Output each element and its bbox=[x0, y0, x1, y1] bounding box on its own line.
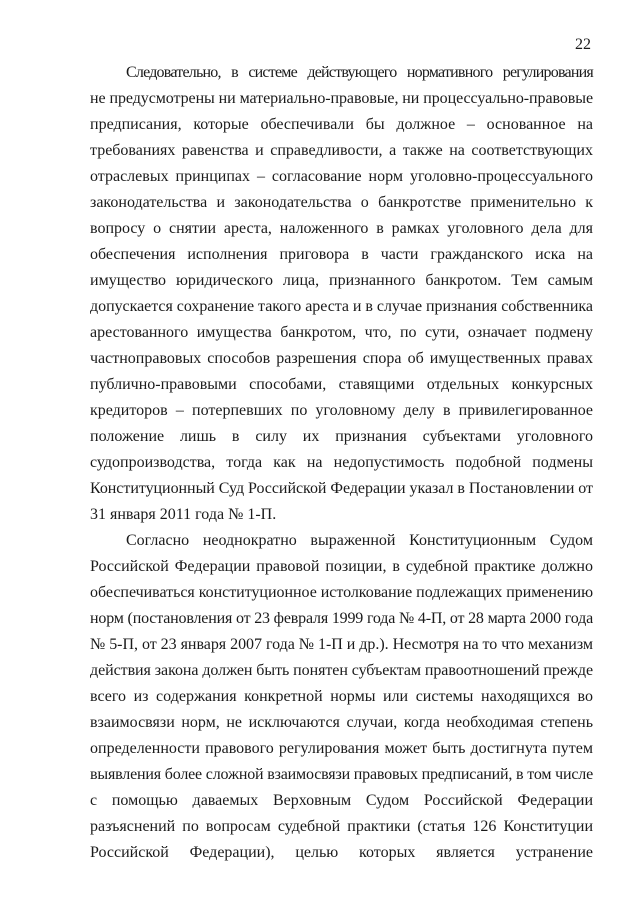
paragraph-2 bbox=[90, 528, 593, 866]
text-line: с помощью даваемых Верховным Судом Российской Федерации bbox=[90, 792, 593, 809]
text-line: Конституционный Суд Российской Федерации указал в Постановлении от bbox=[90, 480, 594, 497]
paragraph-1 bbox=[90, 60, 593, 528]
text-line: судопроизводства, тогда как на недопустимость подобной подмены bbox=[90, 454, 593, 471]
text-line: публично-правовыми способами, ставящими отдельных конкурсных bbox=[90, 376, 593, 393]
text-line: не предусмотрены ни материально-правовые, ни процессуально-правовые bbox=[90, 90, 594, 107]
text-line: частноправовых способов разрешения спора об имущественных правах bbox=[90, 350, 593, 367]
text-line: отраслевых принципах – согласование норм уголовно-процессуального bbox=[90, 168, 593, 185]
text-line: № 5-П, от 23 января 2007 года № 1-П и др.). Несмотря на то что механизм bbox=[90, 636, 594, 653]
text-line: положение лишь в силу их признания субъектами уголовного bbox=[90, 428, 593, 445]
text-line: Следовательно, в системе действующего нормативного регулирования bbox=[126, 64, 593, 81]
text-line: законодательства и законодательства о банкротстве применительно к bbox=[90, 194, 593, 211]
text-line: арестованного имущества банкротом, что, по сути, означает подмену bbox=[90, 324, 593, 341]
text-line: вопросу о снятии ареста, наложенного в рамках уголовного дела для bbox=[90, 220, 593, 237]
text-line: норм (постановления от 23 февраля 1999 года № 4-П, от 28 марта 2000 года bbox=[90, 610, 593, 627]
text-line: Согласно неоднократно выраженной Конституционным Судом bbox=[126, 532, 593, 549]
text-line: действия закона должен быть понятен субъектам правоотношений прежде bbox=[90, 662, 593, 679]
text-line: разъяснений по вопросам судебной практики (статья 126 Конституции bbox=[90, 818, 593, 835]
text-line: взаимосвязи норм, не исключаются случаи, когда необходимая степень bbox=[90, 714, 593, 731]
text-line: всего из содержания конкретной нормы или системы находящихся во bbox=[90, 688, 593, 705]
text-line: Российской Федерации правовой позиции, в судебной практике должно bbox=[90, 558, 593, 575]
document-body bbox=[90, 60, 593, 866]
text-line: выявления более сложной взаимосвязи правовых предписаний, в том числе bbox=[90, 766, 594, 783]
text-line: 31 января 2011 года № 1-П. bbox=[90, 506, 277, 523]
text-line: предписания, которые обеспечивали бы должное – основанное на bbox=[90, 116, 593, 133]
text-line: обеспечиваться конституционное истолкование подлежащих применению bbox=[90, 584, 593, 601]
text-line: требованиях равенства и справедливости, а также на соответствующих bbox=[90, 142, 593, 159]
text-line: определенности правового регулирования может быть достигнута путем bbox=[90, 740, 593, 757]
text-line: обеспечения исполнения приговора в части гражданского иска на bbox=[90, 246, 593, 263]
page-number: 22 bbox=[575, 36, 591, 53]
text-line: Российской Федерации), целью которых является устранение bbox=[90, 844, 593, 861]
text-line: допускается сохранение такого ареста и в случае признания собственника bbox=[90, 298, 593, 315]
text-line: кредиторов – потерпевших по уголовному делу в привилегированное bbox=[90, 402, 593, 419]
text-line: имущество юридического лица, признанного банкротом. Тем самым bbox=[90, 272, 593, 289]
